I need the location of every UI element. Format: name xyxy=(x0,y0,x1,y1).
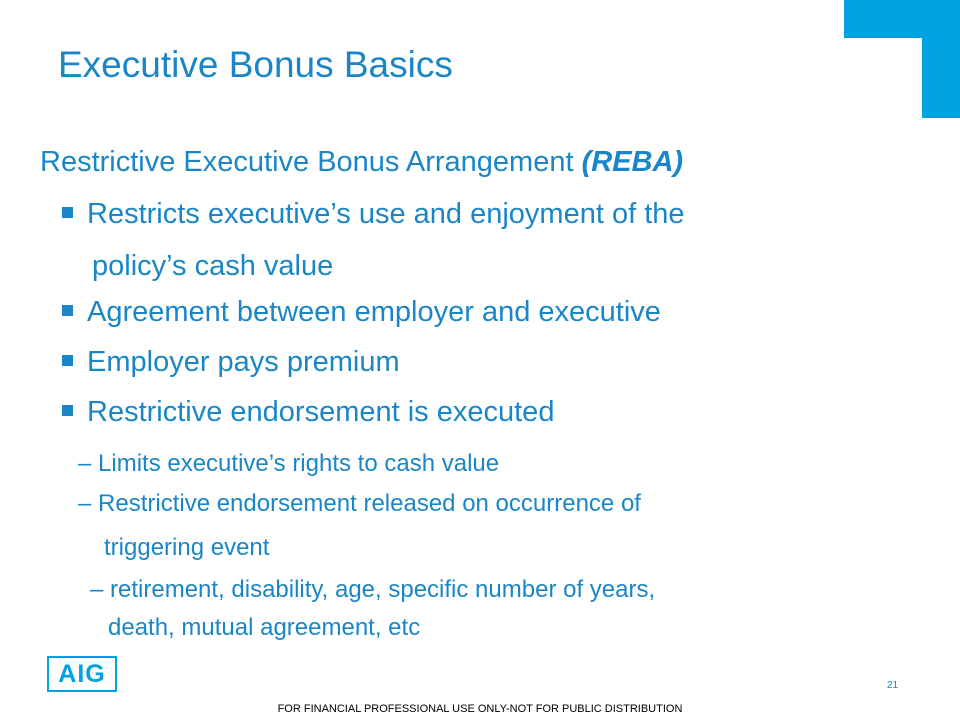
corner-accent-bar xyxy=(922,0,960,118)
square-bullet-icon xyxy=(62,207,73,218)
slide-title: Executive Bonus Basics xyxy=(58,44,453,85)
page-number: 21 xyxy=(887,680,899,691)
footer-disclaimer: FOR FINANCIAL PROFESSIONAL USE ONLY-NOT FOR PUBLIC DISTRIBUTION xyxy=(277,703,683,715)
square-bullet-icon xyxy=(62,405,73,416)
subheading-emphasis: (REBA) xyxy=(581,146,684,178)
sub-item-continuation: death, mutual agreement, etc xyxy=(108,614,421,641)
square-bullet-icon xyxy=(62,305,73,316)
bullet-item xyxy=(62,396,554,429)
bullet-text: Agreement between employer and executive xyxy=(87,296,661,328)
aig-logo: AIG xyxy=(47,656,117,692)
sub-item: – Limits executive’s rights to cash value xyxy=(78,450,500,477)
bullet-text: Restrictive endorsement is executed xyxy=(87,396,555,428)
sub-item: – retirement, disability, age, specific number of years, xyxy=(90,576,656,603)
sub-item: – Restrictive endorsement released on occurrence of xyxy=(78,490,641,517)
subheading xyxy=(40,146,683,179)
bullet-item xyxy=(62,296,661,329)
bullet-item xyxy=(62,198,685,231)
bullet-text: Employer pays premium xyxy=(87,346,400,378)
sub-item-continuation: triggering event xyxy=(104,534,270,561)
square-bullet-icon xyxy=(62,355,73,366)
subheading-text: Restrictive Executive Bonus Arrangement xyxy=(40,146,582,178)
bullet-item xyxy=(62,346,400,379)
bullet-text: Restricts executive’s use and enjoyment of the xyxy=(87,198,685,230)
bullet-continuation: policy’s cash value xyxy=(92,250,334,282)
